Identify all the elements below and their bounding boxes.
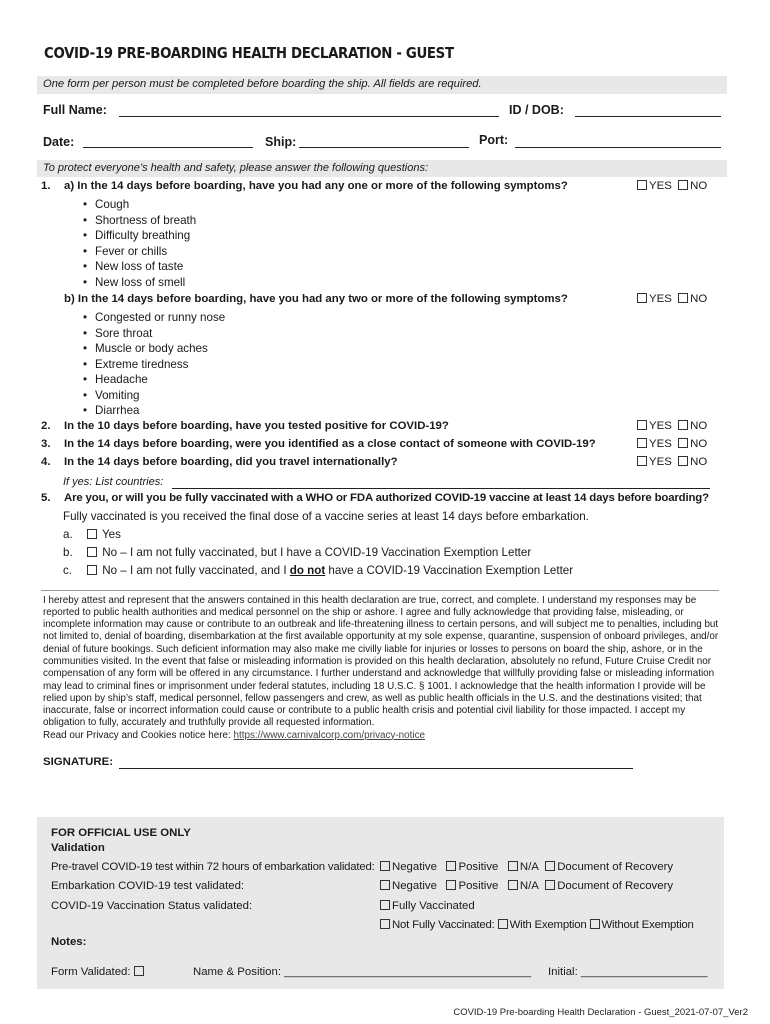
yes-checkbox[interactable] (637, 456, 647, 466)
list-item: • Shortness of breath (83, 214, 727, 230)
list-item: • Congested or runny nose (83, 311, 727, 327)
not-fully-label: Not Fully Vaccinated: (392, 919, 495, 931)
embarkation-test-options (380, 880, 673, 892)
not-fully-vaccinated-option (380, 919, 694, 931)
countries-row (37, 474, 727, 492)
yes-label: YES (649, 437, 672, 450)
form-validated-checkbox[interactable] (134, 966, 144, 976)
negative-checkbox[interactable] (380, 880, 390, 890)
with-exemption-checkbox[interactable] (498, 919, 508, 929)
yes-label: YES (649, 293, 672, 305)
option-label: Yes (102, 527, 121, 541)
instructions: To protect everyone’s health and safety, please answer the following questions: (37, 160, 727, 177)
yes-label: YES (649, 419, 672, 432)
date-input[interactable] (83, 147, 253, 148)
question-1 (37, 180, 727, 420)
list-item: • Fever or chills (83, 245, 727, 261)
form-title: COVID-19 PRE-BOARDING HEALTH DECLARATION - GUEST (44, 44, 454, 62)
pretravel-test-label: Pre-travel COVID-19 test within 72 hours of embarkation validated: (51, 861, 375, 873)
declaration-form (37, 44, 727, 778)
option-label-end: have a COVID-19 Vaccination Exemption Letter (325, 563, 574, 577)
question-text: In the 14 days before boarding, were you identified as a close contact of someone with COVID-19? (64, 437, 596, 450)
vaccination-note-row (37, 510, 727, 528)
yes-checkbox[interactable] (637, 420, 647, 430)
no-label: NO (690, 455, 708, 468)
yes-label: YES (649, 180, 672, 192)
symptom-list-a (83, 198, 727, 291)
initial-field[interactable]: Initial: ____________________ (548, 966, 708, 978)
yes-checkbox[interactable] (637, 180, 647, 190)
no-checkbox[interactable] (678, 456, 688, 466)
vaccination-note: Fully vaccinated is you received the final dose of a vaccine series at least 14 days before embarkation. (63, 509, 589, 523)
question-text: a) In the 14 days before boarding, have you had any one or more of the following symptoms? (64, 180, 568, 192)
option-letter: c. (63, 563, 73, 577)
yes-no-options (637, 456, 707, 468)
option-b-checkbox[interactable] (87, 547, 97, 557)
positive-checkbox[interactable] (446, 880, 456, 890)
without-exemption-label: Without Exemption (601, 919, 694, 931)
attestation-text (37, 595, 725, 743)
list-item: • Diarrhea (83, 404, 727, 420)
symptom-list-b (83, 311, 727, 420)
option-b (37, 546, 727, 564)
not-fully-checkbox[interactable] (380, 919, 390, 929)
yes-no-options (637, 420, 707, 432)
no-label: NO (690, 437, 708, 450)
list-item: • Sore throat (83, 327, 727, 343)
recovery-checkbox[interactable] (545, 880, 555, 890)
id-dob-input[interactable] (575, 116, 721, 117)
negative-label: Negative (392, 880, 437, 892)
question-number: 2. (41, 419, 51, 432)
no-label: NO (690, 419, 708, 432)
with-exemption-label: With Exemption (509, 919, 587, 931)
positive-label: Positive (458, 880, 499, 892)
option-a (37, 528, 727, 546)
full-name-input[interactable] (119, 116, 499, 117)
embarkation-test-label: Embarkation COVID-19 test validated: (51, 880, 245, 892)
name-position-field[interactable]: Name & Position: _______________________________________ (193, 966, 532, 978)
question-text: In the 14 days before boarding, did you travel internationally? (64, 455, 398, 468)
option-text (87, 546, 531, 559)
date-row (37, 126, 727, 158)
vaccination-status-label: COVID-19 Vaccination Status validated: (51, 900, 253, 912)
question-4 (37, 456, 727, 492)
question-3-line (37, 438, 727, 456)
countries-input[interactable] (172, 488, 710, 489)
positive-label: Positive (458, 861, 499, 873)
date-label: Date: (43, 135, 75, 149)
list-item: • Difficulty breathing (83, 229, 727, 245)
id-dob-label: ID / DOB: (509, 103, 564, 117)
option-letter: b. (63, 545, 73, 559)
option-c-checkbox[interactable] (87, 565, 97, 575)
recovery-label: Document of Recovery (557, 880, 674, 892)
question-1a (37, 180, 727, 198)
option-c (37, 564, 727, 582)
question-1b (37, 293, 727, 311)
no-checkbox[interactable] (678, 438, 688, 448)
na-checkbox[interactable] (508, 861, 518, 871)
recovery-label: Document of Recovery (557, 861, 674, 873)
port-input[interactable] (515, 147, 721, 148)
ship-label: Ship: (265, 135, 297, 149)
question-5 (37, 492, 727, 582)
pretravel-test-options (380, 861, 673, 873)
question-text: Are you, or will you be fully vaccinated with a WHO or FDA authorized COVID-19 vaccine at least 14 days before boarding? (64, 491, 709, 504)
footer-text: COVID-19 Pre-boarding Health Declaration - Guest_2021-07-07_Ver2 (453, 1007, 748, 1018)
signature-input[interactable] (119, 768, 633, 769)
name-row (37, 94, 727, 126)
notes-label: Notes: (51, 936, 87, 948)
question-2-line (37, 420, 727, 438)
yes-no-options (637, 180, 707, 192)
question-text: b) In the 14 days before boarding, have you had any two or more of the following symptoms? (64, 293, 568, 305)
no-checkbox[interactable] (678, 180, 688, 190)
form-validated-label: Form Validated: (51, 966, 131, 978)
yes-no-options (637, 438, 707, 450)
positive-checkbox[interactable] (446, 861, 456, 871)
question-text: In the 10 days before boarding, have you tested positive for COVID-19? (64, 419, 449, 432)
question-number: 1. (41, 180, 51, 192)
list-item: • Muscle or body aches (83, 342, 727, 358)
na-checkbox[interactable] (508, 880, 518, 890)
option-text (87, 528, 121, 541)
signature-label: SIGNATURE: (43, 756, 114, 769)
form-subtitle: One form per person must be completed before boarding the ship. All fields are required. (37, 76, 727, 94)
validation-heading: Validation (51, 842, 105, 854)
question-number: 5. (41, 491, 51, 504)
option-a-checkbox[interactable] (87, 529, 97, 539)
attestation-body: I hereby attest and represent that the answers contained in this health declaration are true, correct, and complete. I understand my responses may be reported to public health authorities and medical personnel on the ship or ashore. I agree and fully acknowledge that providing false, misleading, or incomplete information may cause or contribute to an outbreak and life-threatening illness to certain persons, and will subject me to penalties, including but not limited to, denial of boarding, disembarkation at the first available opportunity at my sole expense, quarantine, suspension of onboard privileges, and/or denial of future bookings. Such deficient information may also make me civilly liable for injuries or losses to persons on board the ship, ashore, or in the communities visited. In the event that false or misleading information is provided on this health declaration, absolutely no refund, Future Cruise Credit nor compensation of any form will be offered in any circumstance. I further understand and acknowledge that willfully providing false or misleading information may lead to criminal fines or imprisonment under federal statutes, including 18 U.S.C. § 1001. I acknowledge that the health information I provide will be relied upon by ship’s staff, medical personnel, fellow passengers and crew, as well as public health officials in the U.S. and the destinations visited; that inaccurate, false or incorrect information could cause or contribute to a public health crisis and potential civil liability for those impacted. I accept my obligation to fully, accurately and truthfully provide all requested information. (43, 594, 719, 729)
list-item: • Cough (83, 198, 727, 214)
list-item: • New loss of smell (83, 276, 727, 292)
yes-checkbox[interactable] (637, 438, 647, 448)
recovery-checkbox[interactable] (545, 861, 555, 871)
yes-checkbox[interactable] (637, 293, 647, 303)
no-checkbox[interactable] (678, 420, 688, 430)
yes-no-options (637, 293, 707, 305)
countries-label: If yes: List countries: (63, 475, 164, 488)
option-text (87, 564, 573, 577)
fully-vaccinated-label: Fully Vaccinated (392, 900, 475, 912)
question-number: 4. (41, 455, 51, 468)
signature-row (37, 754, 727, 778)
official-heading: FOR OFFICIAL USE ONLY (51, 827, 191, 839)
fully-vaccinated-option (380, 900, 475, 912)
option-emphasis: do not (289, 563, 326, 577)
na-label: N/A (519, 880, 539, 892)
full-name-label: Full Name: (43, 103, 107, 117)
question-2 (37, 420, 727, 438)
question-number: 3. (41, 437, 51, 450)
no-label: NO (690, 180, 708, 192)
official-use-section (37, 817, 724, 989)
fully-vaccinated-checkbox[interactable] (380, 900, 390, 910)
privacy-label: Read our Privacy and Cookies notice here: (43, 729, 234, 741)
negative-label: Negative (392, 861, 437, 873)
question-4-line (37, 456, 727, 474)
na-label: N/A (519, 861, 539, 873)
question-3 (37, 438, 727, 456)
list-item: • New loss of taste (83, 260, 727, 276)
option-label: No – I am not fully vaccinated, and I (102, 563, 290, 577)
no-label: NO (690, 293, 708, 305)
port-label: Port: (479, 133, 509, 147)
yes-label: YES (649, 455, 672, 468)
list-item: • Vomiting (83, 389, 727, 405)
question-5-line (37, 492, 727, 510)
ship-input[interactable] (299, 147, 469, 148)
list-item: • Extreme tiredness (83, 358, 727, 374)
without-exemption-checkbox[interactable] (590, 919, 600, 929)
no-checkbox[interactable] (678, 293, 688, 303)
form-validated-row (51, 966, 146, 978)
divider (41, 590, 719, 591)
option-label: No – I am not fully vaccinated, but I have a COVID-19 Vaccination Exemption Letter (102, 545, 532, 559)
option-letter: a. (63, 527, 73, 541)
list-item: • Headache (83, 373, 727, 389)
privacy-link[interactable]: https://www.carnivalcorp.com/privacy-notice (233, 729, 426, 741)
negative-checkbox[interactable] (380, 861, 390, 871)
